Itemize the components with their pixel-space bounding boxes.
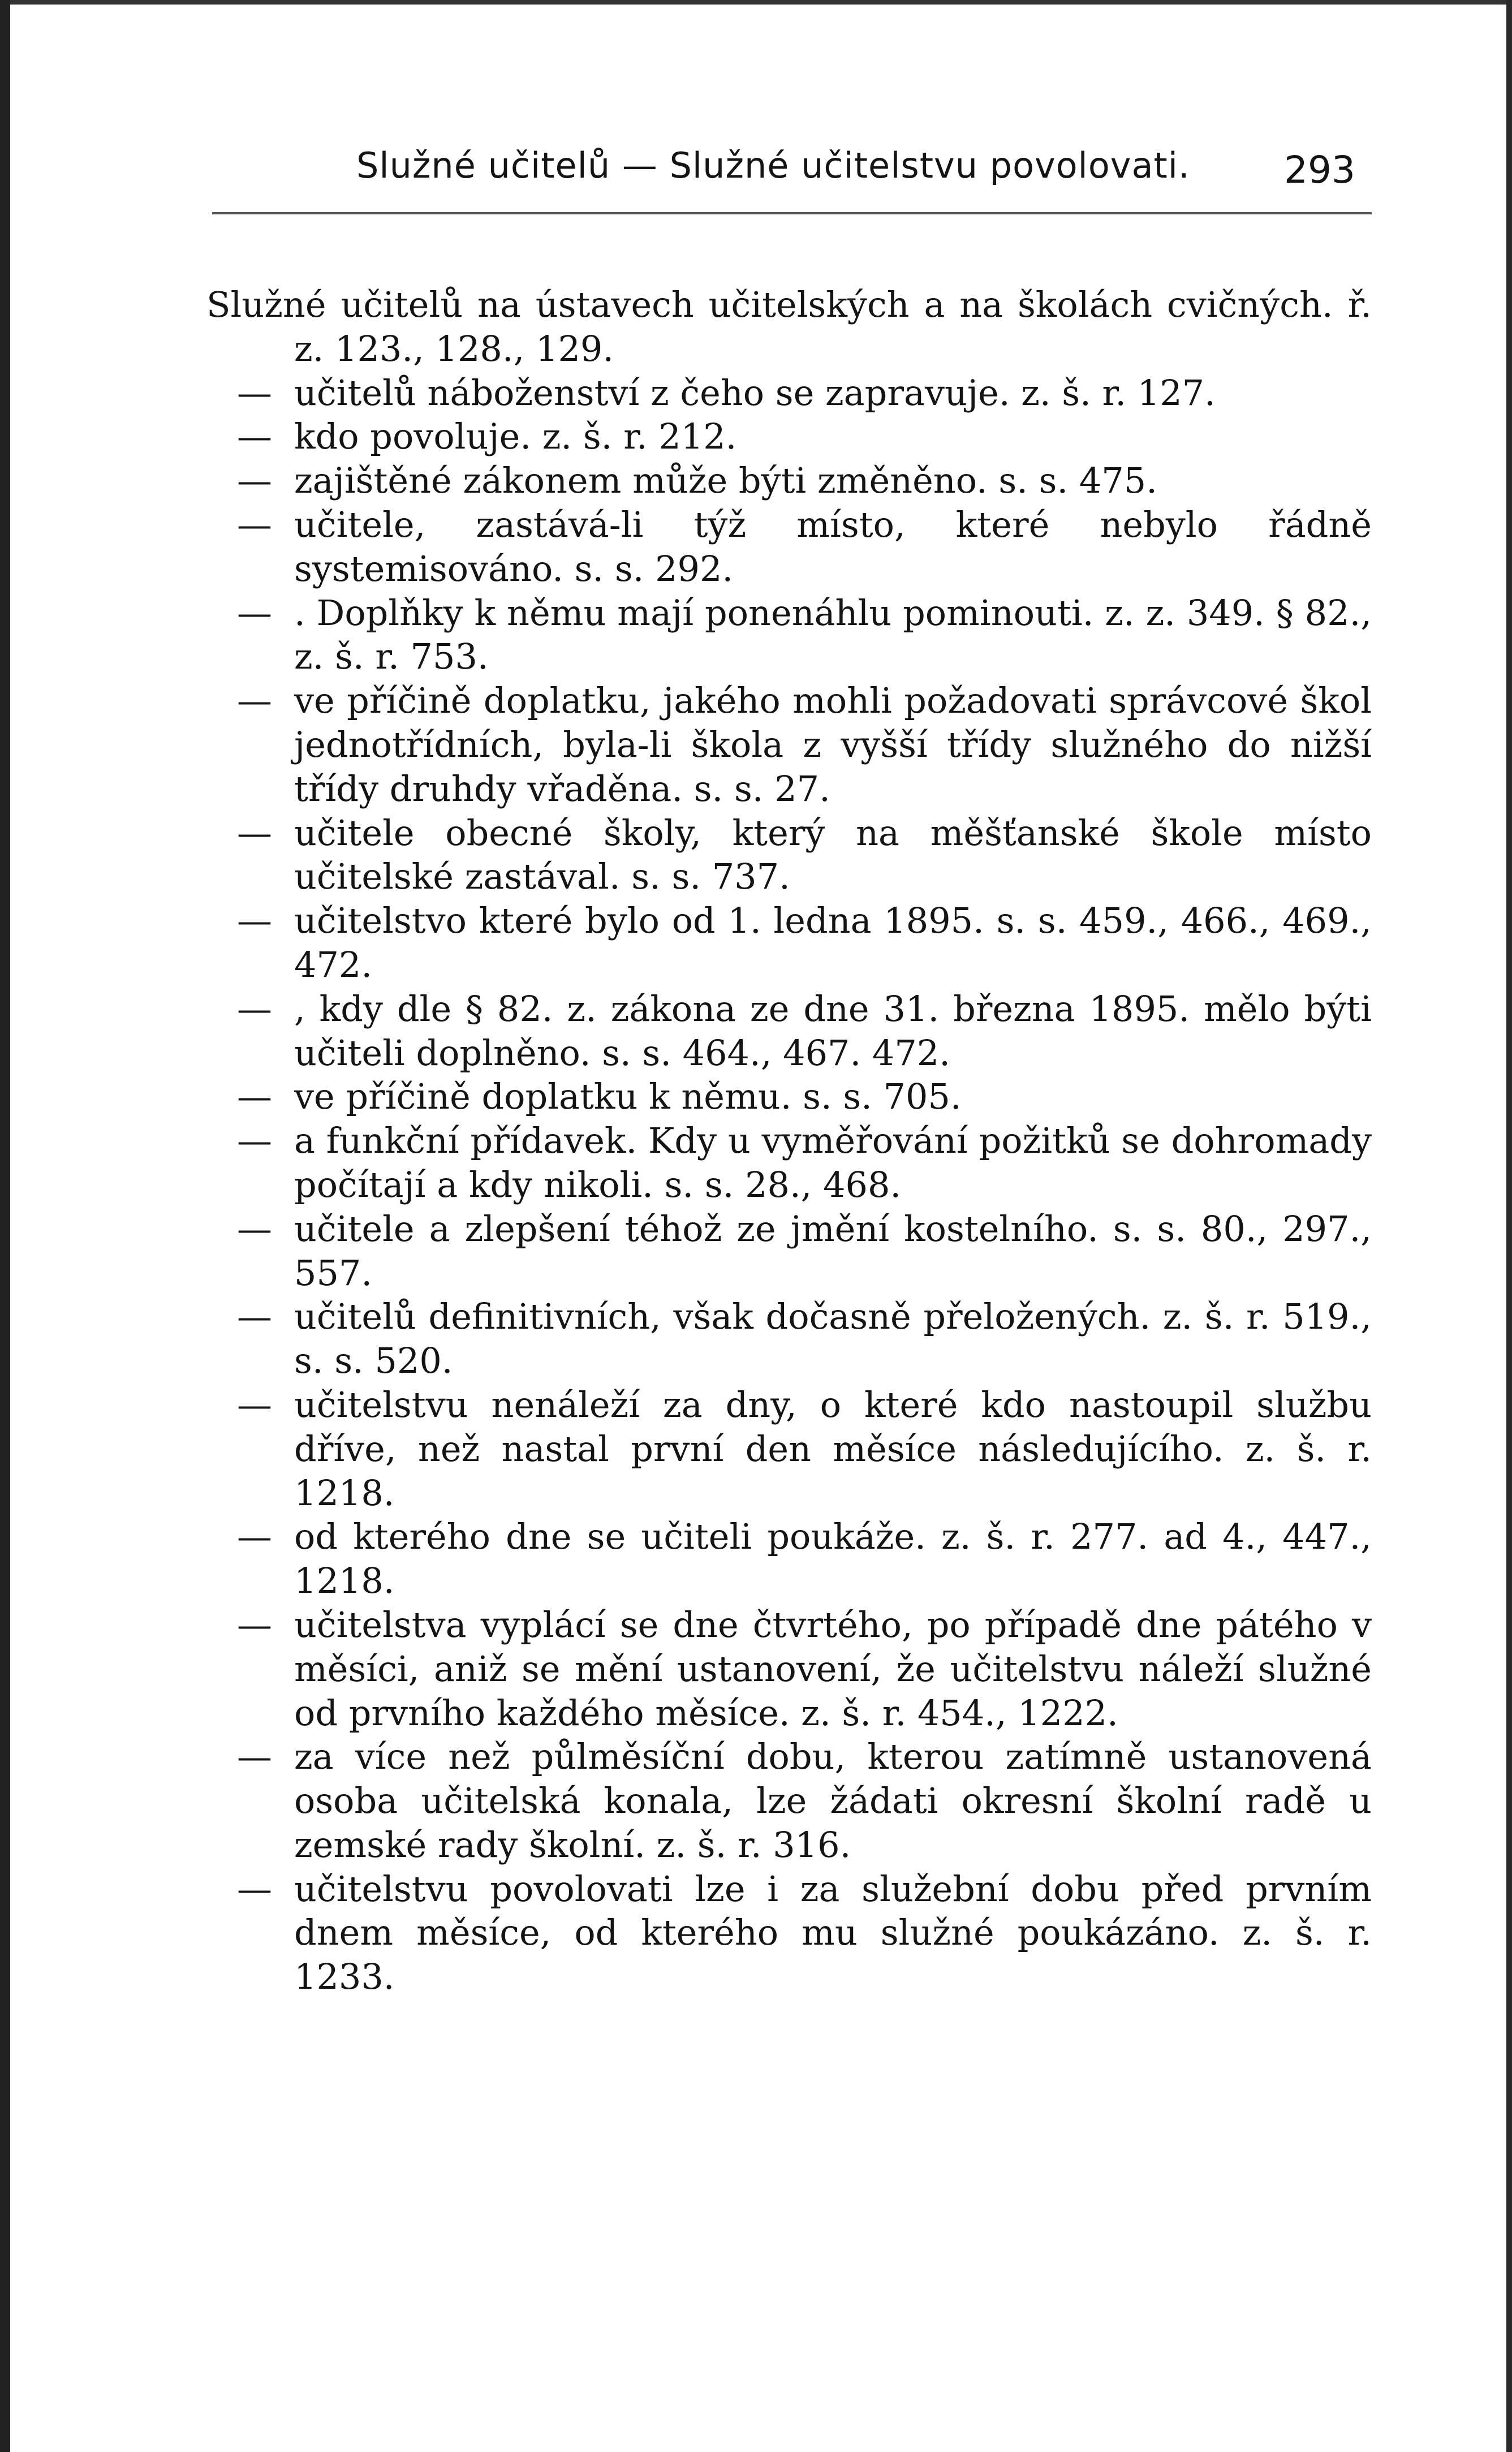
entry-dash: — (237, 460, 272, 502)
entry-dash: — (237, 592, 272, 634)
index-entry (206, 459, 1372, 503)
index-entry (206, 503, 1372, 591)
entry-text: ve příčině doplatku, jakého mohli požadovati správcové škol jednotřídních, byla-li škola z vyšší třídy služného do nižší třídy druhdy vřaděna. s. s. 27. (294, 680, 1372, 809)
index-entry (206, 415, 1372, 459)
entry-text: . Doplňky k němu mají ponenáhlu pominouti. z. z. 349. § 82., z. š. r. 753. (294, 592, 1372, 678)
index-entry (206, 811, 1372, 899)
entry-dash: — (237, 1120, 272, 1162)
entry-dash: — (237, 988, 272, 1029)
running-head: Služné učitelů — Služné učitelstvu povolovati. (356, 145, 1190, 186)
index-entry (206, 1207, 1372, 1295)
index-entry (206, 1295, 1372, 1383)
entry-text: učitelstva vyplácí se dne čtvrtého, po případě dne pátého v měsíci, aniž se mění ustanovení, že učitelstvu náleží služné od prvního každého měsíce. z. š. r. 454., 1222. (294, 1604, 1372, 1734)
entry-text: učitele, zastává-li týž místo, které nebylo řádně systemisováno. s. s. 292. (294, 503, 1372, 589)
scan-edge-left (0, 0, 10, 2452)
entry-dash: — (237, 900, 272, 942)
entry-dash: — (237, 1076, 272, 1118)
index-entry (206, 1075, 1372, 1119)
index-entry (206, 591, 1372, 679)
entry-dash: — (237, 1516, 272, 1558)
entry-dash: — (237, 1208, 272, 1249)
entry-text: učitelstvo které bylo od 1. ledna 1895. s. s. 459., 466., 469., 472. (294, 900, 1372, 985)
index-entry (206, 1735, 1372, 1867)
entry-text: za více než půlměsíční dobu, kterou zatímně ustanovená osoba učitelská konala, lze žádati okresní školní radě u zemské rady školní. z. š. r. 316. (294, 1736, 1372, 1865)
entry-dash: — (237, 1868, 272, 1910)
index-entry (206, 1867, 1372, 1999)
index-entry (206, 1119, 1372, 1207)
page-number: 293 (1284, 148, 1355, 192)
index-entry (206, 283, 1372, 371)
index-entries (206, 283, 1372, 1999)
entry-dash: — (237, 1736, 272, 1778)
entry-text: zajištěné zákonem může býti změněno. s. s. 475. (294, 460, 1157, 502)
entry-text: a funkční přídavek. Kdy u vyměřování požitků se dohromady počítají a kdy nikoli. s. s. 28., 468. (294, 1120, 1372, 1205)
index-entry (206, 1603, 1372, 1735)
entry-dash: — (237, 503, 272, 545)
entry-text: učitelstvu nenáleží za dny, o které kdo nastoupil službu dříve, než nastal první den měsíce následujícího. z. š. r. 1218. (294, 1384, 1372, 1514)
entry-dash: — (237, 1604, 272, 1645)
entry-text: učitelů náboženství z čeho se zapravuje. z. š. r. 127. (294, 372, 1216, 413)
entry-text: učitelstvu povolovati lze i za služební dobu před prvním dnem měsíce, od kterého mu služné poukázáno. z. š. r. 1233. (294, 1868, 1372, 1998)
index-entry (206, 1383, 1372, 1515)
entry-dash: — (237, 416, 272, 458)
entry-text: učitele obecné školy, který na měšťanské škole místo učitelské zastával. s. s. 737. (294, 812, 1372, 898)
entry-text: ve příčině doplatku k němu. s. s. 705. (294, 1076, 962, 1118)
index-entry (206, 371, 1372, 415)
entry-dash: — (237, 1296, 272, 1338)
entry-text: kdo povoluje. z. š. r. 212. (294, 416, 737, 458)
entry-dash: — (237, 1384, 272, 1425)
entry-text: učitelů definitivních, však dočasně přeložených. z. š. r. 519., s. s. 520. (294, 1296, 1372, 1382)
scan-edge-top (0, 0, 1512, 5)
entry-text: , kdy dle § 82. z. zákona ze dne 31. března 1895. mělo býti učiteli doplněno. s. s. 464., 467. 472. (294, 988, 1372, 1074)
index-entry (206, 899, 1372, 987)
entry-dash: — (237, 680, 272, 722)
entry-dash: — (237, 372, 272, 413)
entry-text: od kterého dne se učiteli poukáže. z. š. r. 277. ad 4., 447., 1218. (294, 1516, 1372, 1602)
scan-edge-right (1506, 0, 1512, 2452)
entry-text: učitele a zlepšení téhož ze jmění kostelního. s. s. 80., 297., 557. (294, 1208, 1372, 1294)
index-entry (206, 987, 1372, 1075)
index-entry (206, 679, 1372, 811)
entry-text: Služné učitelů na ústavech učitelských a na školách cvičných. ř. z. 123., 128., 129. (206, 284, 1372, 369)
index-entry (206, 1515, 1372, 1603)
entry-dash: — (237, 812, 272, 854)
header-rule (212, 212, 1372, 214)
